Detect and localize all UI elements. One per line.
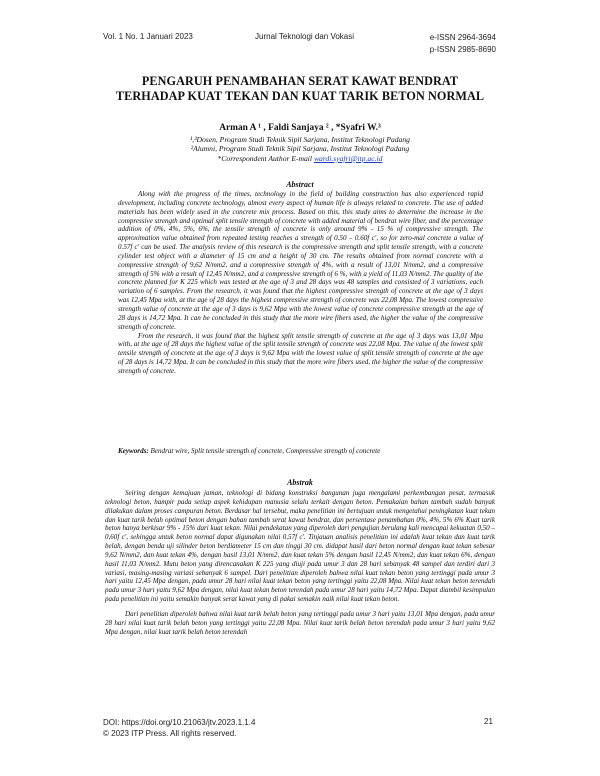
paper-title: PENGARUH PENAMBAHAN SERAT KAWAT BENDRAT TERHADAP KUAT TEKAN DAN KUAT TARIK BETON NORMAL: [115, 74, 485, 103]
abstract-heading: Abstract: [286, 180, 314, 189]
footer-info: [103, 717, 255, 739]
header-journal-name: Jurnal Teknologi dan Vokasi: [255, 32, 355, 41]
affiliation-1: ¹,³Dosen, Program Studi Teknik Sipil Sarjana, Institut Teknologi Padang: [190, 135, 410, 144]
correspondent-label: *Correspondent Author E-mail: [217, 153, 314, 163]
page-number: 21: [484, 717, 493, 726]
abstrak-heading: Abstrak: [287, 478, 313, 487]
footer-copyright: © 2023 ITP Press. All rights reserved.: [103, 729, 237, 738]
abstract-paragraph-1: Along with the progress of the times, technology in the field of building construction has also experienced rapid development, including concrete technology, almost every aspect of human life is always related to concrete. The use of added materials has been widely used in the concrete mix process. Based on this, this study aims to determine the increase in the compressive strength and optimal split tensile strength of concrete with added material of bendrat wire fiber, and the percentage addition of 0%, 4%, 5%, 6%, the tensile strength of concrete is only around 9% - 15 % of compressive strength. The approximation value obtained from repeated testing reaches a strength of 0.50 – 0.60f c', so for zero-mal concrete a value of 0.57f c' can be used. The analysis review of this research is the compressive strength and split tensile strength, with a concrete cylinder test object with a diameter of 15 cm and a height of 30 cm. The results obtained from normal concrete with a compressive strength of 9,62 N/mm2, and a compressive strength of 4%, with a result of 13,01 N/mm2, and a compressive strength of 5% with a result of 12,45 N/mm2, and a compressive strength of 6 %, with a yield of 11,03 N/mm2. The quality of the concrete planned for K 225 which was tested at the age of 3 and 28 days was 48 samples and consisted of 3 variations, each variation of 6 samples. From the research, it was found that the highest compressive strength of concrete at the age of 3 days was 12,45 Mpa with, at the age of 28 days the highest compressive strength of concrete was 22,08 Mpa. The lowest compressive strength value of concrete at the age of 3 days is 9,62 Mpa with the lowest value of concrete compressive strength at the age of 28 days is 14,72 Mpa. It can be concluded in this study that the more wire fibers used, the higher the value of the compressive strength of concrete.: [118, 190, 483, 331]
affiliation-2: ²Alumni, Program Studi Teknik Sipil Sarjana, Institut Teknologi Padang: [190, 144, 410, 154]
abstract-body: [118, 190, 483, 376]
affiliations: [0, 135, 600, 163]
abstract-paragraph-2: From the research, it was found that the highest split tensile strength of concrete at the age of 3 days was 13,01 Mpa with, at the age of 28 days the highest value of the split tensile strength of concrete was 22,08 Mpa. The value of the lowest split tensile strength of concrete at the age of 3 days is 9,62 Mpa with the lowest value of split tensile strength of concrete at the age of 28 days is 14,72 Mpa. It can be concluded in this study that the more wire fibers used, the higher the value of the compressive strength of concrete.: [118, 331, 483, 375]
header-volume: Vol. 1 No. 1 Januari 2023: [103, 32, 193, 41]
header-issn: [430, 32, 496, 56]
keywords-text: Bendrat wire, Split tensile strength of concrete, Compressive strength of concrete: [148, 447, 381, 455]
correspondent-line: [0, 154, 600, 163]
header-eissn: e-ISSN 2964-3694: [429, 33, 496, 42]
footer-doi[interactable]: DOI: https://doi.org/10.21063/jtv.2023.1.1.4: [103, 718, 256, 727]
keywords: [118, 447, 483, 455]
email-link[interactable]: wardi.syafri@itp.ac.id: [313, 153, 383, 163]
author-list: Arman A ¹ , Faldi Sanjaya ² , *Syafri W.³: [219, 123, 381, 133]
keywords-label: Keywords:: [118, 447, 149, 455]
abstrak-body: [105, 489, 495, 637]
abstrak-paragraph-2: Dari penelitian diperoleh bahwa nilai kuat tarik belah beton yang tertinggi pada umur 3 hari yaitu 13,01 Mpa dengan, pada umur 28 hari nilai kuat tarik belah beton yang tertinggi yaitu 22,08 Mpa. Nilai kuat tarik belah beton terendah pada umur 3 hari yaitu 9,62 Mpa dengan, nilai kuat tarik belah beton terendah: [105, 609, 495, 636]
abstrak-paragraph-1: Seiring dengan kemajuan jaman, teknologi di bidang konstruksi bangunan juga mengalami perkembangan pesat, termasuk teknologi beton, hampir pada setiap aspek kehidupan manusia selalu terkait dengan beton. Pemakaian bahan tambah sudah banyak dilakukan dalam proses campuran beton. Berdasar hal tersebut, maka penelitian ini bertujuan untuk mengetahui peningkatan kuat tekan dan kuat tarik belah optimal beton dengan bahan tambah serat kawat bendrat, dan persentase penambahan 0%, 4%, 5% 6% Kuat tarik beton hanya berkisar 9% - 15% dari kuat tekan. Nilai pendekatan yang diperoleh dari pengujian berulang kali mencapai kekuatan 0,50 – 0,60f c', sehingga untuk beton normal dapat digunakan nilai 0,57f c'. Tinjauan analisis penelitian ini adalah kuat tekan dan kuat tarik belah, dengan benda uji silinder beton berdiameter 15 cm dan tinggi 30 cm. didapat hasil dari beton normal dengan kuat tekan sebesar 9,62 N/mm2, dan kuat tekan 4%, dengan hasil 13,01 N/mm2, dan kuat tekan 5% dengan hasil 12,45 N/mm2, dan kuat tekan 6%, dengan hasil 11,03 N/mm2. Mutu beton yang direncanakan K 225 yang diuji pada umur 3 dan 28 hari sebanyak 48 sampel dan terdiri dari 3 variasi, masing-masing variasi sebanyak 6 sampel. Dari penelitian diperoleh bahwa nilai kuat tekan beton yang tertinggi pada umur 3 hari yaitu 12,45 Mpa dengan, pada umur 28 hari nilai kuat tekan beton yang tertinggi yaitu 22,08 Mpa. Nilai kuat tekan beton terendah pada umur 3 hari yaitu 9,62 Mpa dengan, nilai kuat tekan beton terendah pada umur 28 hari yaitu 14,72 Mpa. Dapat diambil kesimpulan pada penelitian ini yaitu semakin banyak serat kawat yang di pakai semakin naik nilai kuat tekan beton.: [105, 489, 495, 604]
header-pissn: p-ISSN 2985-8690: [429, 45, 496, 54]
